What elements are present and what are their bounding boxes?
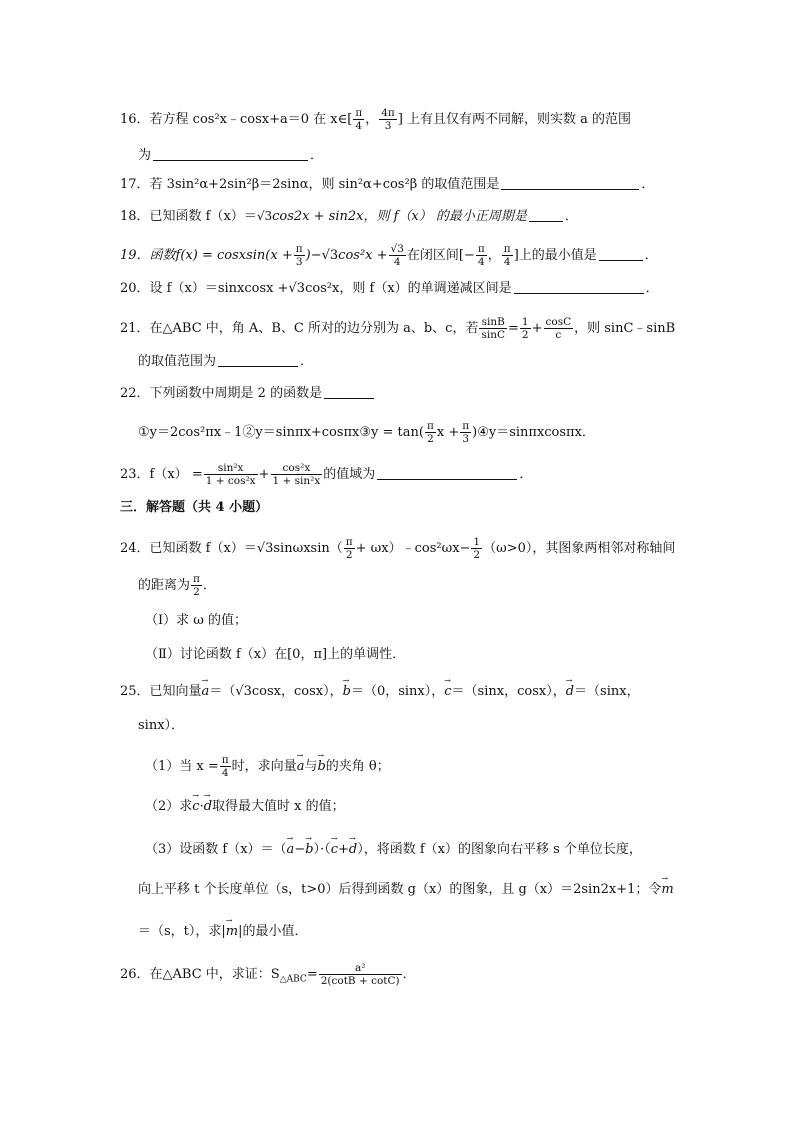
problem-24-line2: 的距离为 $\frac{\pi}{2}$ ．	[138, 573, 216, 598]
problem-24-q1: （Ⅰ）求 ω 的值；	[145, 613, 248, 628]
problem-22-options: ①y＝2cos²πx﹣1②y＝sinπx+cosπx③y = tan( $\frac{\pi}{2}$ x + $\frac{\pi}{3}$ )④y＝sinπxcosπx．	[138, 420, 595, 445]
answer-blank[interactable]	[377, 466, 517, 480]
problem-16: 16．若方程 cos²x﹣cosx+a＝0 在 x∈[ $\frac{\pi}{4}$ ， $\frac{4\pi}{3}$ ] 上有且仅有两不同解，则实数 a 的范围	[120, 107, 632, 132]
problem-21-line2: 的取值范围为 ．	[138, 354, 314, 369]
answer-blank[interactable]	[514, 280, 644, 294]
problem-19: 19．函数f(x) = cosxsin(x + $\frac{\pi}{3}$ )−√3cos²x + $\frac{√3}{4}$ 在闭区间[− $\frac{\pi}{4}$ ， $\frac{\pi}{4}$ ]上的最小值是 ．	[120, 243, 658, 268]
answer-blank[interactable]	[529, 208, 563, 222]
fraction: $\frac{4\pi}{3}$	[381, 107, 395, 132]
fraction: $\frac{\text{cos²x}}{\text{1 + sin²x}}$	[272, 462, 321, 487]
problem-24-q2: （Ⅱ）讨论函数 f（x）在[0，π]上的单调性．	[145, 647, 406, 662]
problem-25-line2: sinx）．	[138, 718, 185, 733]
problem-25-q1: （1）当 x = $\frac{\pi}{4}$ 时，求向量→ a与→ b的夹角 θ；	[145, 754, 390, 779]
fraction: $\frac{\cos C}{c}$	[545, 316, 572, 341]
fraction: $\frac{√3}{4}$	[390, 243, 404, 268]
problem-25-q3-line2: 向上平移 t 个长度单位（s，t>0）后得到函数 g（x）的图象，且 g（x）＝2sin2x+1；令→ m	[138, 880, 674, 900]
fraction: $\frac{1}{2}$	[521, 316, 529, 341]
problem-25-q2: （2）求→ c·→ d取得最大值时 x 的值；	[145, 797, 345, 817]
fraction: $\frac{\text{sin²x}}{\text{1 + cos²x}}$	[205, 462, 256, 487]
fraction: $\frac{\pi}{4}$	[355, 107, 363, 132]
fraction: $\frac{\pi}{2}$	[426, 420, 434, 445]
sqrt: √3	[256, 209, 273, 223]
problem-20: 20．设 f（x）＝sinxcosx +√3cos²x，则 f（x）的单调递减区间是 ．	[120, 281, 659, 296]
answer-blank[interactable]	[599, 247, 643, 261]
answer-blank[interactable]	[153, 147, 308, 161]
fraction: $\frac{\pi}{4}$	[477, 243, 485, 268]
fraction: $\frac{\pi}{4}$	[503, 243, 511, 268]
vector-c: → c	[444, 682, 451, 702]
problem-17: 17．若 3sin²α+2sin²β＝2sinα，则 sin²α+cos²β 的取值范围是 ．	[120, 177, 655, 192]
vector-b: → b	[343, 682, 351, 702]
problem-21: 21．在△ABC 中，角 A、B、C 所对的边分别为 a、b、c，若 $\frac{\sin B}{\sin C}$ = $\frac{1}{2}$ + $\frac{\cos C}{c}$ ，则 sinC﹣sinB	[120, 316, 676, 341]
answer-blank[interactable]	[218, 353, 298, 367]
problem-23: 23．f（x） = $\frac{\text{sin²x}}{\text{1 + cos²x}}$ + $\frac{\text{cos²x}}{\text{1 + sin²x}}$ 的值域为 ．	[120, 462, 533, 487]
fraction: $\frac{\pi}{4}$	[221, 754, 229, 779]
fraction: $\frac{1}{2}$	[473, 536, 481, 561]
problem-24: 24．已知函数 f（x）＝√3sinωxsin（ $\frac{\pi}{2}$ + ωx）﹣cos²ωx− $\frac{1}{2}$ （ω>0），其图象两相邻对称轴间	[120, 536, 676, 561]
fraction: $\frac{\pi}{3}$	[295, 243, 303, 268]
problem-18: 18．已知函数 f（x）＝√3cos2x + sin2x，则 f（x） 的最小正周期是 ．	[120, 209, 578, 224]
problem-26: 26．在△ABC 中，求证：$S_{\triangle ABC}=$ $\frac{\text{a²}}{2(\cot B + \cot C)}$ ．	[120, 962, 416, 987]
fraction: $\frac{\pi}{2}$	[193, 573, 200, 598]
fraction: $\frac{\pi}{3}$	[462, 420, 470, 445]
fraction: $\frac{\pi}{2}$	[345, 536, 353, 561]
answer-blank[interactable]	[324, 385, 374, 399]
answer-blank[interactable]	[501, 176, 639, 190]
fraction: $\frac{\text{a²}}{2(\cot B + \cot C)}$	[320, 962, 400, 987]
problem-25-q3: （3）设函数 f（x）＝（→ a−→ b）·（→ c+→ d），将函数 f（x）的图象向右平移 s 个单位长度，	[145, 840, 642, 860]
problem-16-line2: 为 ．	[138, 148, 324, 163]
vector-a: → a	[202, 682, 210, 702]
fraction: $\frac{\sin B}{\sin C}$	[481, 316, 505, 341]
problem-25: 25．已知向量→ a＝（√3cosx，cosx），→ b＝（0，sinx），→ c＝（sinx，cosx），→ d＝（sinx，	[120, 682, 640, 702]
problem-22: 22．下列函数中周期是 2 的函数是	[120, 384, 376, 404]
section-title: 三．解答题（共 4 小题）	[120, 500, 269, 515]
vector-m: → m	[661, 880, 673, 900]
problem-25-q3-line3: ＝（s，t），求|→ m|的最小值．	[138, 922, 308, 942]
vector-d: → d	[566, 682, 574, 702]
